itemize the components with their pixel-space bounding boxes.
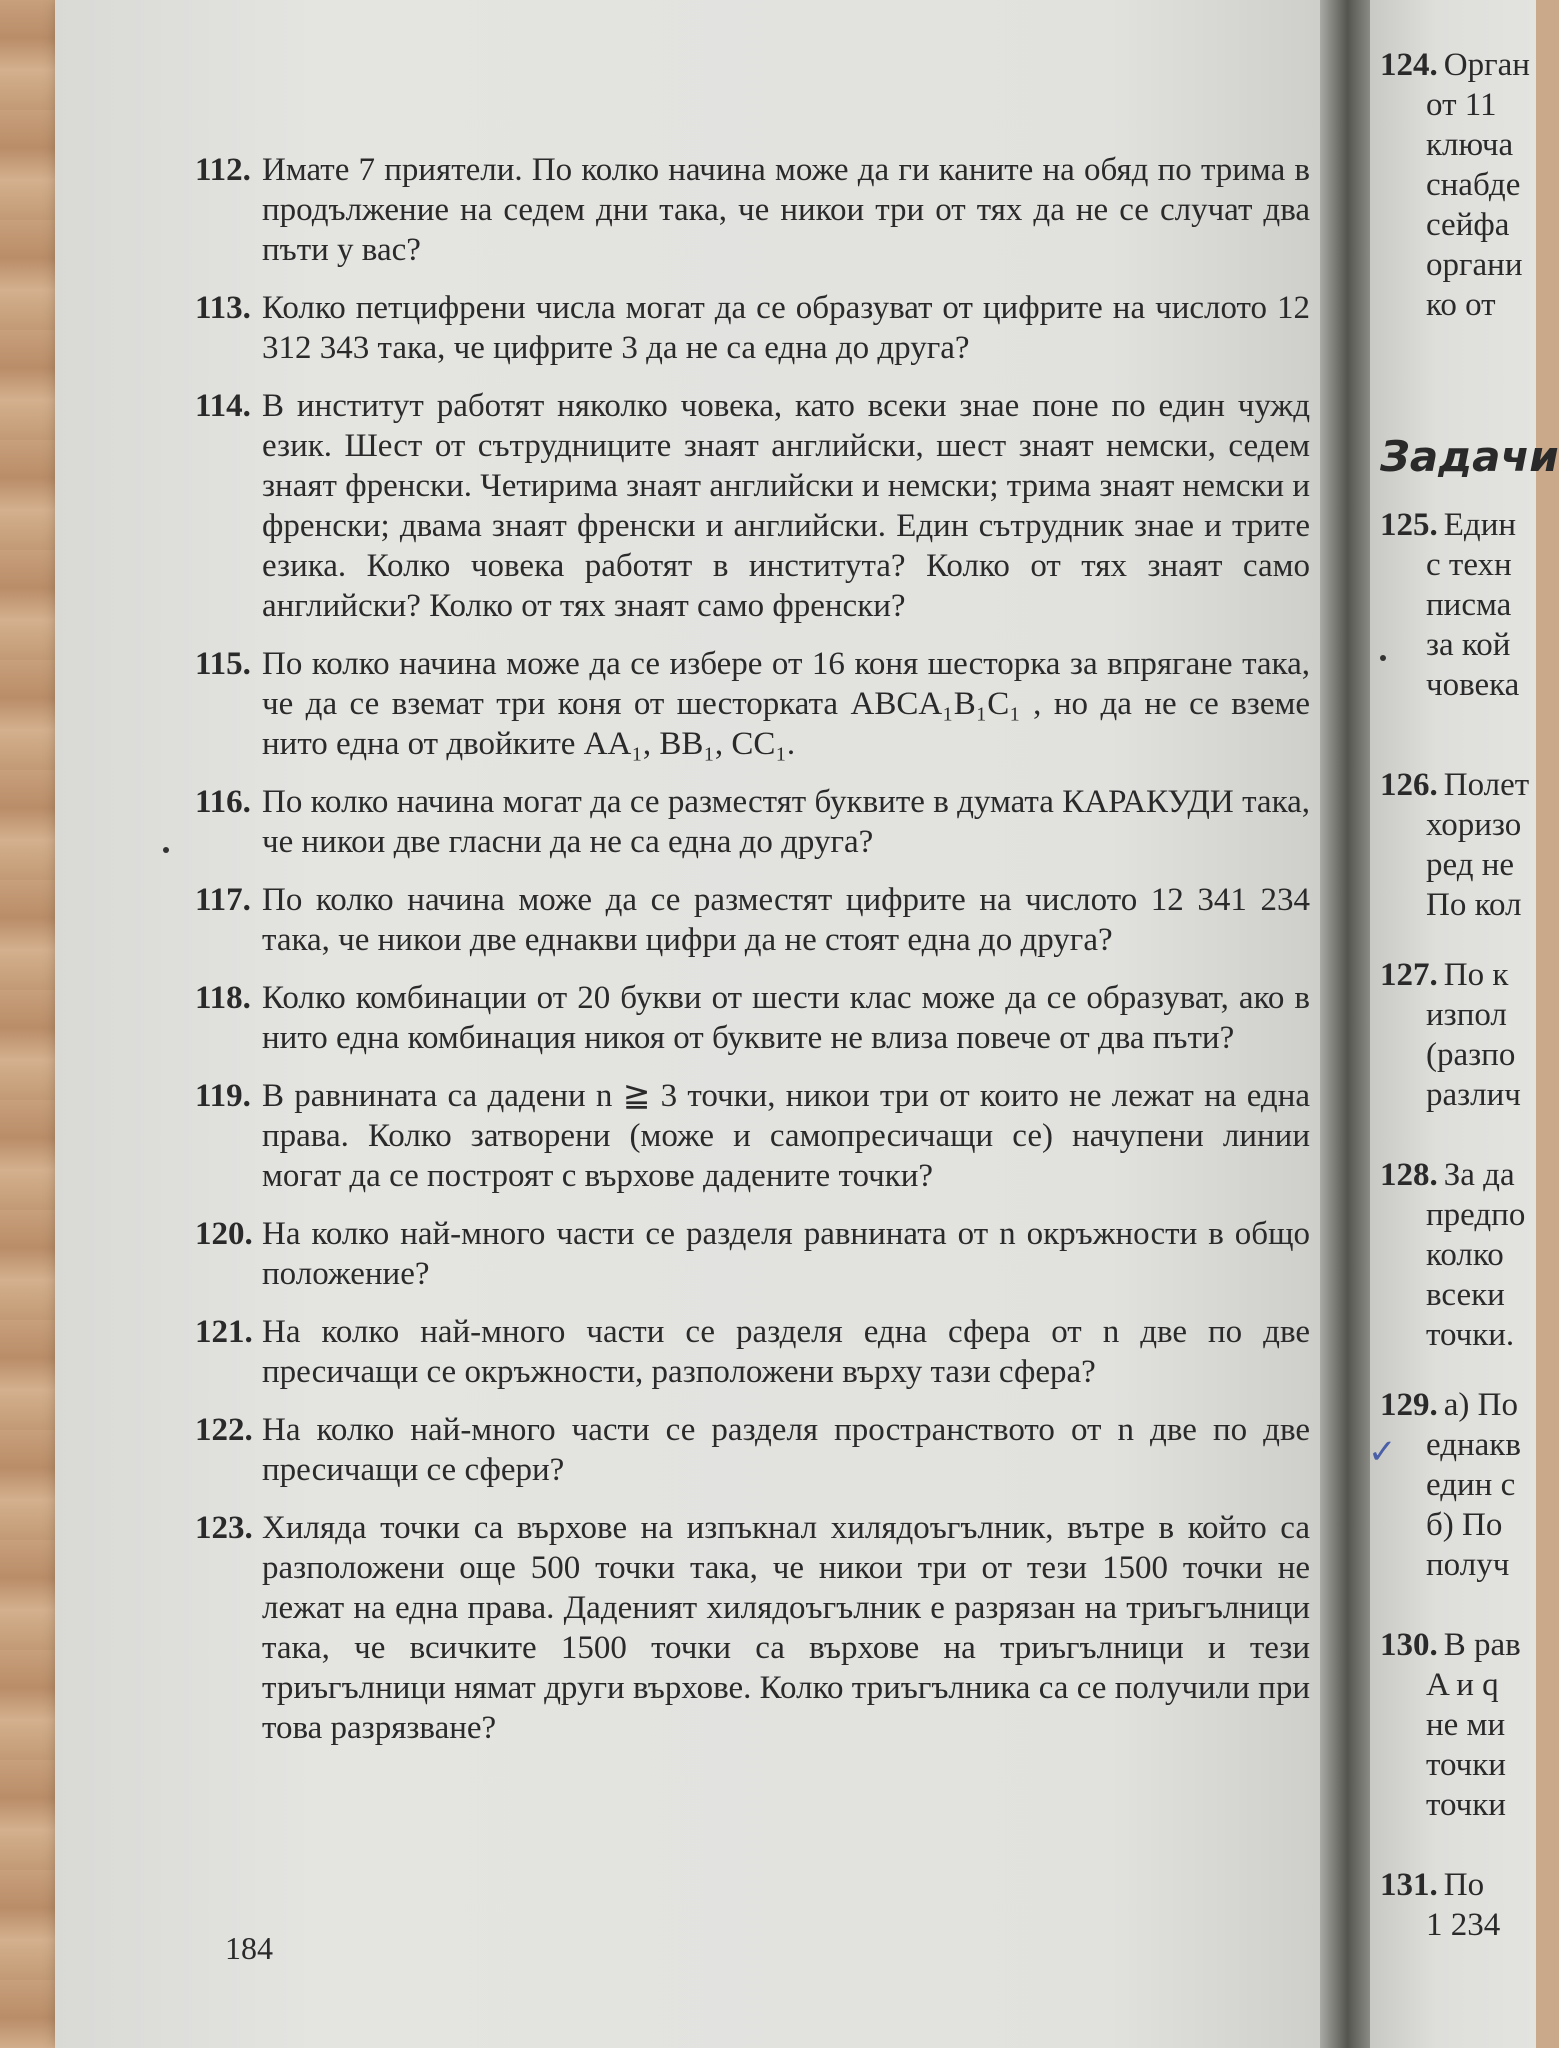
right-line-text: снабде (1426, 167, 1521, 203)
right-line-text: точки (1426, 1787, 1506, 1823)
problem-item (195, 644, 1310, 764)
problem-text: На колко най-много части се разделя една сфера от n две по две пресичащи се окръжности, разположени върху тази сфера? (262, 1314, 1310, 1390)
right-line-text: Орган (1443, 47, 1530, 83)
right-page-line (1380, 1665, 1499, 1705)
problem-item (195, 1214, 1310, 1294)
problem-number: 116. (195, 784, 251, 820)
right-page-line (1380, 845, 1514, 885)
problem-item (195, 150, 1310, 270)
right-page-line (1380, 45, 1530, 85)
right-line-text: ко от (1426, 287, 1496, 323)
problem-number: 121. (195, 1314, 253, 1350)
right-line-text: По к (1443, 957, 1509, 993)
right-line-text: точки. (1426, 1317, 1515, 1353)
problem-item (195, 880, 1310, 960)
right-page-line (1380, 1235, 1504, 1275)
right-line-text: различ (1426, 1077, 1521, 1113)
problem-number: 123. (195, 1510, 253, 1546)
right-page-line (1380, 545, 1512, 585)
problem-text: На колко най-много части се разделя пространството от n две по две пресичащи се сфери? (262, 1412, 1310, 1488)
right-page-line (1380, 1545, 1509, 1585)
right-line-text: хоризо (1426, 807, 1522, 843)
right-line-text: всеки (1426, 1277, 1505, 1313)
right-page-line (1380, 805, 1521, 845)
right-line-text: за кой (1426, 627, 1511, 663)
right-page-line (1380, 625, 1510, 665)
right-line-text: сейфа (1426, 207, 1510, 243)
right-page-line (1380, 955, 1508, 995)
problem-number: 115. (195, 646, 251, 682)
problem-text: Колко комбинации от 20 букви от шести клас може да се образуват, ако в нито една комбинация никоя от буквите не влиза повече от два пъти? (262, 980, 1310, 1056)
right-line-text: еднакв (1426, 1427, 1521, 1463)
right-line-text: б) По (1426, 1507, 1503, 1543)
right-page-line (1380, 885, 1521, 925)
right-page-line (1380, 1075, 1521, 1115)
problem-number: 113. (195, 290, 251, 326)
problem-text: По колко начина може да се избере от 16 коня шесторка за впрягане така, че да се вземат три коня от шесторката ABCA₁B₁C₁ , но да не се вземе нито една от двойките AA₁, BB₁, CC₁. (262, 646, 1310, 762)
problem-item (195, 1410, 1310, 1490)
right-line-text: (разпо (1426, 1037, 1516, 1073)
right-page-line (1380, 585, 1511, 625)
right-line-text: изпол (1426, 997, 1507, 1033)
page-number: 184 (225, 1930, 273, 1966)
problem-text: По колко начина могат да се разместят буквите в думата КАРАКУДИ така, че никои две гласни да не са една до друга? (262, 784, 1310, 860)
right-line-text: получ (1426, 1547, 1510, 1583)
right-line-text: писма (1426, 587, 1512, 623)
problem-number: 120. (195, 1216, 253, 1252)
right-page-line (1380, 1275, 1505, 1315)
right-section-heading: Задачи (1380, 432, 1559, 481)
right-line-text: а) По (1443, 1387, 1518, 1423)
right-problem-number: 131. (1380, 1867, 1438, 1903)
right-line-text: За да (1443, 1157, 1515, 1193)
right-line-text: един с (1426, 1467, 1516, 1503)
right-problem-number: 124. (1380, 47, 1438, 83)
right-page-line (1380, 1625, 1521, 1665)
right-page-line (1380, 205, 1509, 245)
right-problem-number: 127. (1380, 957, 1438, 993)
right-line-text: Един (1443, 507, 1517, 543)
right-page-line (1380, 505, 1516, 545)
right-page-line (1380, 1865, 1484, 1905)
right-line-text: A и q (1426, 1667, 1499, 1703)
problem-item (195, 1508, 1310, 1748)
right-page-line (1380, 85, 1497, 125)
right-problem-number: 128. (1380, 1157, 1438, 1193)
right-line-text: колко (1426, 1237, 1504, 1273)
right-page-line (1380, 765, 1529, 805)
right-page-line (1380, 125, 1513, 165)
right-line-text: Полет (1443, 767, 1530, 803)
right-page-line (1380, 1195, 1525, 1235)
problem-text: В равнината са дадени n ≧ 3 точки, никои три от които не лежат на една права. Колко затворени (може и самопресичащи се) начупени линии могат да се построят с върхове дадените точки? (262, 1078, 1310, 1194)
problem-text: Колко петцифрени числа могат да се образуват от цифрите на числото 12 312 343 така, че цифрите 3 да не са една до друга? (262, 290, 1310, 366)
problem-item (195, 386, 1310, 626)
right-problem-number: 125. (1380, 507, 1438, 543)
right-line-text: По (1443, 1867, 1485, 1903)
problem-number: 119. (195, 1078, 251, 1114)
pen-dot-mark (163, 847, 169, 853)
problem-item (195, 1312, 1310, 1392)
right-line-text: По кол (1426, 887, 1522, 923)
problem-text: На колко най-много части се разделя равнината от n окръжности в общо положение? (262, 1216, 1310, 1292)
problem-number: 112. (195, 152, 251, 188)
problem-item (195, 1076, 1310, 1196)
right-line-text: ключа (1426, 127, 1514, 163)
problem-text: По колко начина може да се разместят цифрите на числото 12 341 234 така, че никои две еднакви цифри да не стоят една до друга? (262, 882, 1310, 958)
problem-number: 122. (195, 1412, 253, 1448)
problem-item (195, 288, 1310, 368)
right-page-line (1380, 1315, 1514, 1355)
problem-text: В институт работят няколко човека, като всеки знае поне по един чужд език. Шест от сътрудниците знаят английски, шест знаят немски, седем знаят френски. Четирима знаят английски и немски; трима знаят немски и френски; двама знаят френски и английски. Един сътрудник знае и трите езика. Колко човека работят в института? Колко от тях знаят само английски? Колко от тях знаят само френски? (262, 388, 1310, 624)
right-problem-number: 130. (1380, 1627, 1438, 1663)
right-line-text: В рав (1443, 1627, 1521, 1663)
right-line-text: предпо (1426, 1197, 1526, 1233)
right-line-text: не ми (1426, 1707, 1506, 1743)
right-page-line (1380, 1155, 1515, 1195)
right-page-line (1380, 1705, 1505, 1745)
problem-text: Имате 7 приятели. По колко начина може да ги каните на обяд по трима в продължение на седем дни така, че никои три от тях да не се случат два пъти у вас? (262, 152, 1310, 268)
right-page-line (1380, 995, 1507, 1035)
right-page-line (1380, 1385, 1518, 1425)
right-line-text: точки (1426, 1747, 1506, 1783)
problem-number: 114. (195, 388, 251, 424)
right-problem-number: 129. (1380, 1387, 1438, 1423)
right-problem-number: 126. (1380, 767, 1438, 803)
right-page-line (1380, 285, 1496, 325)
problem-item (195, 978, 1310, 1058)
right-page-line (1380, 665, 1519, 705)
right-line-text: човека (1426, 667, 1520, 703)
right-page-line (1380, 1505, 1502, 1545)
right-line-text: ред не (1426, 847, 1515, 883)
right-line-text: 1 234 (1426, 1907, 1501, 1943)
problem-number: 117. (195, 882, 251, 918)
problem-text: Хиляда точки са върхове на изпъкнал хилядоъгълник, вътре в който са разположени още 500 точки така, че никои три от тези 1500 точки не лежат на една права. Даденият хилядоъгълник е разрязан на триъгълници така, че всичките 1500 точки са върхове на триъгълници и тези триъгълници нямат други върхове. Колко триъгълника са се получили при това разрязване? (262, 1510, 1310, 1746)
right-page-line (1380, 1905, 1500, 1945)
right-line-text: органи (1426, 247, 1523, 283)
right-page-line (1380, 1785, 1506, 1825)
right-line-text: от 11 (1426, 87, 1497, 123)
book-gutter (1320, 0, 1370, 2048)
problem-list (195, 150, 1310, 1766)
pen-checkmark-icon: ✓ (1368, 1434, 1397, 1471)
right-page-line (1380, 245, 1523, 285)
right-page-line (1380, 1425, 1521, 1465)
right-page-line (1380, 1035, 1515, 1075)
right-page-line (1380, 1465, 1515, 1505)
problem-item (195, 782, 1310, 862)
right-page-line (1380, 1745, 1506, 1785)
problem-number: 118. (195, 980, 251, 1016)
pen-dot-mark (1380, 655, 1386, 661)
right-page-line (1380, 165, 1520, 205)
right-line-text: с техн (1426, 547, 1512, 583)
